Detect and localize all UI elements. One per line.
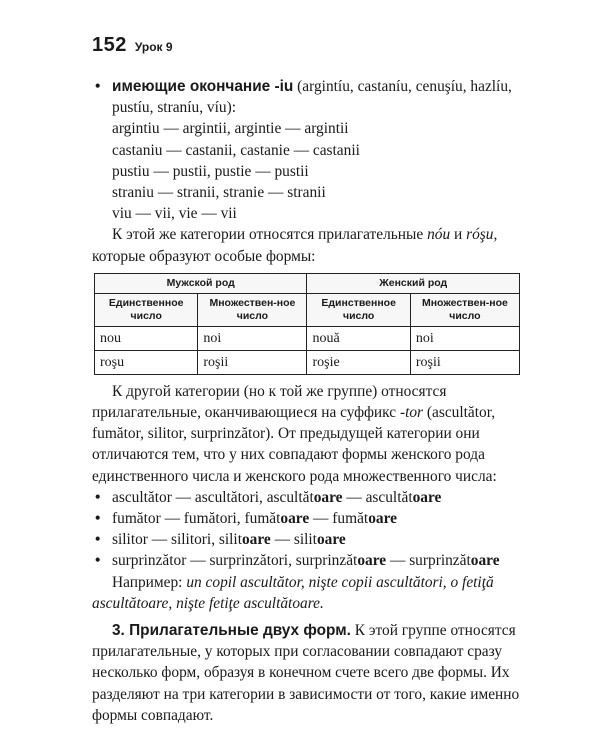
example-label: Например: xyxy=(112,573,187,591)
section3-paragraph xyxy=(92,620,526,726)
page-number: 152 xyxy=(92,34,127,56)
group-masculine: Мужской род xyxy=(95,273,307,293)
list-item xyxy=(92,487,526,508)
list-item xyxy=(92,529,526,550)
item-text: surprinzător — surprinzători, surprinzăt xyxy=(112,552,358,570)
section3-heading: 3. Прилагательные двух форм. xyxy=(112,622,351,640)
list-item xyxy=(92,508,526,529)
intro-word-nou: nóu xyxy=(427,226,451,244)
item-text: silitor — silitori, silit xyxy=(112,531,242,549)
table-cell: roşii xyxy=(410,350,519,374)
item-text: — silit xyxy=(270,531,317,549)
col-plural: Множествен-ное число xyxy=(198,293,307,326)
table-cell: nouă xyxy=(307,326,410,350)
col-singular: Единственное число xyxy=(95,293,198,326)
list-item xyxy=(92,550,526,571)
item-ending: oare xyxy=(357,552,387,570)
col-plural: Множествен-ное число xyxy=(410,293,519,326)
lesson-label: Урок 9 xyxy=(134,40,173,54)
table-cell: noi xyxy=(410,326,519,350)
example-line: pustiu — pustii, pustie — pustii xyxy=(112,162,309,180)
para-text: (ascultător, fumător, silitor, surprinzător). От предыдущей категории они отличаются тем, что у них совпадают формы женского рода единственного числа и женского рода множественного числа: xyxy=(92,404,497,485)
para-text: К другой категории (но к той же группе) относятся прилагательные, оканчивающиеся на суффикс xyxy=(92,382,447,422)
forms-table xyxy=(94,273,520,375)
table-cell: roşu xyxy=(95,350,198,374)
item-text: — fumăt xyxy=(309,510,369,528)
section3-text: К этой группе относятся прилагательные, у которых при согласовании совпадают сразу несколько форм, образуя в конечном счете всего две формы. Их разделяют на три категории в зависимости от того, какие именно формы совпадают. xyxy=(92,622,520,724)
table-cell: noi xyxy=(198,326,307,350)
item-ending: oare xyxy=(280,510,310,528)
table-cell: nou xyxy=(95,326,198,350)
intro-text: и xyxy=(450,226,467,244)
intro-text: , которые образуют особые формы: xyxy=(92,226,498,265)
item-ending: oare xyxy=(316,531,346,549)
table-cell: roşii xyxy=(198,350,307,374)
item-ending: oare xyxy=(368,510,397,528)
suffix-tor: -tor xyxy=(399,404,424,422)
bullet-iu xyxy=(92,76,526,118)
item-text: — surprinzăt xyxy=(386,552,471,570)
example-line: straniu — stranii, stranie — stranii xyxy=(112,184,326,202)
item-text: fumător — fumători, fumăt xyxy=(112,510,281,528)
item-text: — ascultăt xyxy=(342,488,413,506)
item-text: ascultător — ascultători, ascultăt xyxy=(112,488,314,506)
intro-paragraph xyxy=(92,224,526,266)
item-ending: oare xyxy=(313,488,343,506)
example-line: argintiu — argintii, argintie — argintii xyxy=(112,120,349,138)
table-row xyxy=(95,326,520,350)
example-line: viu — vii, vie — vii xyxy=(112,205,237,223)
example-line: castaniu — castanii, castanie — castanii xyxy=(112,141,360,159)
group-feminine: Женский род xyxy=(307,273,520,293)
item-ending: oare xyxy=(241,531,271,549)
page-header xyxy=(92,34,173,57)
item-ending: oare xyxy=(412,488,442,506)
bullet-rest: (argintíu, castaníu, cenuşíu, hazlíu, pustíu, straníu, víu): xyxy=(112,78,512,117)
intro-text: К этой же категории относятся прилагательные xyxy=(112,226,428,244)
intro-word-rosu: róşu xyxy=(466,226,494,244)
table-row xyxy=(95,350,520,374)
page-body xyxy=(92,76,526,726)
bullet-title: имеющие окончание -iu xyxy=(112,78,294,95)
example-text: un copil ascultător, nişte copii ascultători, o fetiţă ascultătoare, nişte fetiţe ascultătoare. xyxy=(92,573,494,612)
col-singular: Единственное число xyxy=(307,293,410,326)
tor-paragraph xyxy=(92,381,526,487)
item-ending: oare xyxy=(470,552,500,570)
table-cell: roşie xyxy=(307,350,410,374)
example-paragraph xyxy=(92,572,526,614)
